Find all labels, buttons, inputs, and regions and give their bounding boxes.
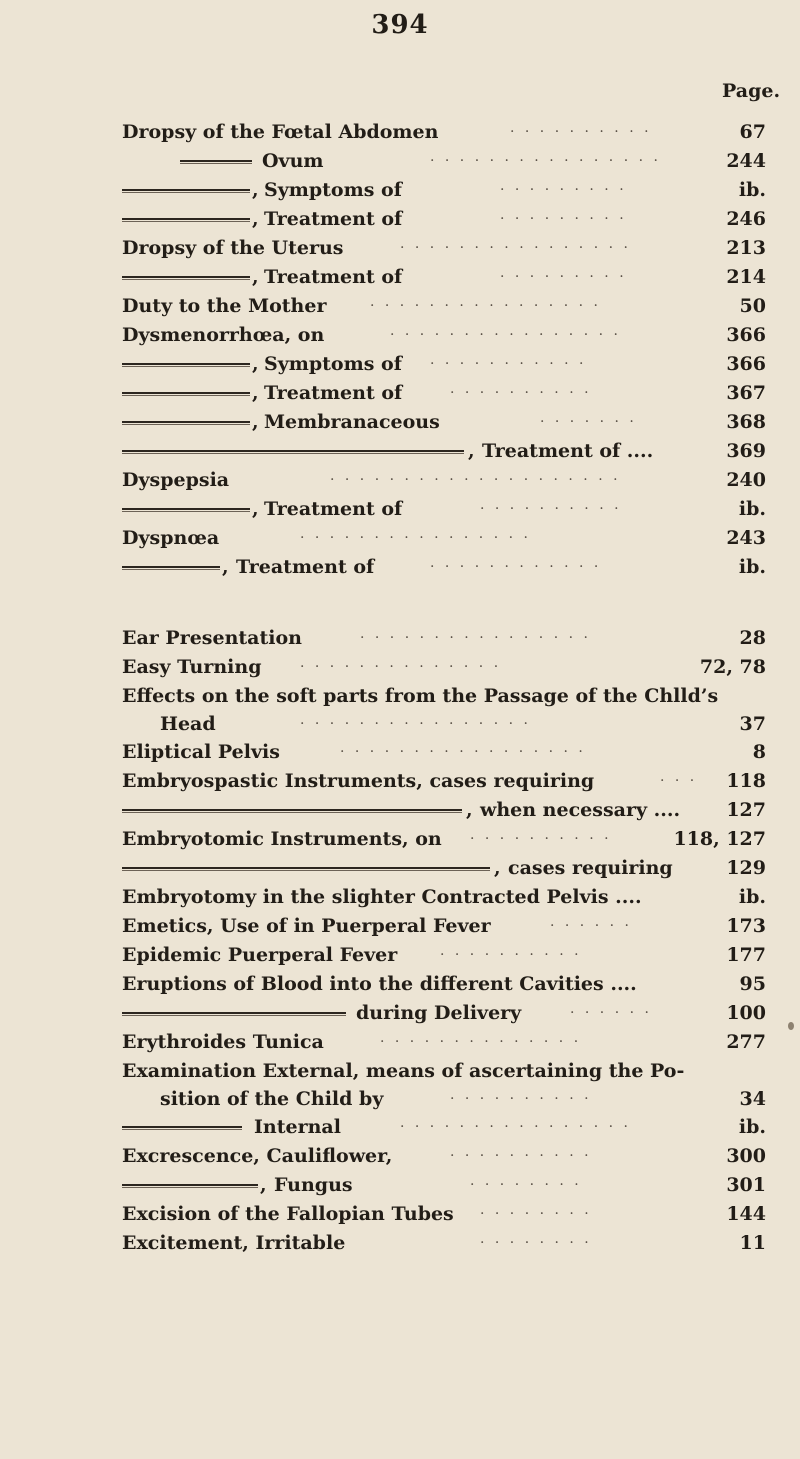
entry-label: sition of the Child by <box>160 1088 384 1110</box>
entry-label: Duty to the Mother <box>122 295 327 317</box>
index-entry <box>0 883 800 912</box>
entry-label: Symptoms of <box>264 179 402 201</box>
entry-label: Dyspnœa <box>122 527 220 549</box>
ditto-rule <box>122 218 250 222</box>
ditto-rule <box>122 809 462 813</box>
ditto-rule <box>122 421 250 425</box>
entry-label: Ovum <box>262 150 324 172</box>
entry-label: when necessary .... <box>480 799 681 821</box>
entry-pages: 50 <box>739 295 766 317</box>
ditto-rule <box>122 508 250 512</box>
entry-pages: 118 <box>726 770 766 792</box>
entry-label: Embryotomic Instruments, on <box>122 828 442 850</box>
entry-pages: 214 <box>726 266 766 288</box>
index-entry <box>0 682 800 711</box>
index-entry: Erythroides Tunica · · · · · · · · · · · · · · 277 <box>0 1028 800 1057</box>
entry-pages: ib. <box>738 1116 766 1138</box>
index-entry: , Treatment of · · · · · · · · · 246 <box>0 205 800 234</box>
index-entry: , cases requiring 129 <box>0 854 800 883</box>
index-entry: Dropsy of the Fœtal Abdomen · · · · · · · · · · 67 <box>0 118 800 147</box>
entry-pages: 177 <box>726 944 766 966</box>
entry-label: Dropsy of the Fœtal Abdomen <box>122 121 439 143</box>
entry-label: Dysmenorrhœa, on <box>122 324 325 346</box>
section-gap <box>0 582 800 624</box>
entry-pages: ib. <box>738 556 766 578</box>
index-entry: , when necessary .... 127 <box>0 796 800 825</box>
entry-label: Embryotomy in the slighter Contracted Pelvis .... <box>122 886 642 908</box>
index-entry: , Fungus · · · · · · · · 301 <box>0 1171 800 1200</box>
entry-pages: 127 <box>726 799 766 821</box>
index-entry: Dyspepsia · · · · · · · · · · · · · · · · · · · · 240 <box>0 466 800 495</box>
entry-pages: 95 <box>739 973 766 995</box>
entry-label: Eruptions of Blood into the different Cavities .... <box>122 973 637 995</box>
index-entry: , Treatment of .... 369 <box>0 437 800 466</box>
entry-label: Effects on the soft parts from the Passage of the Chlld’s <box>122 685 719 707</box>
entry-pages: ib. <box>738 179 766 201</box>
entry-pages: 366 <box>726 324 766 346</box>
index-entry: Head · · · · · · · · · · · · · · · · 37 <box>0 711 800 738</box>
entry-label: Fungus <box>274 1174 353 1196</box>
index-entry: , Membranaceous · · · · · · · 368 <box>0 408 800 437</box>
index-entry: Internal · · · · · · · · · · · · · · · · ib. <box>0 1113 800 1142</box>
entry-label: Epidemic Puerperal Fever <box>122 944 398 966</box>
index-entry: , Treatment of · · · · · · · · · · ib. <box>0 495 800 524</box>
index-entry: , Symptoms of · · · · · · · · · · · 366 <box>0 350 800 379</box>
entry-label: Examination External, means of ascertaining the Po- <box>122 1060 685 1082</box>
entry-label: Ear Presentation <box>122 627 302 649</box>
index-entry: Excrescence, Cauliflower, · · · · · · · · · · 300 <box>0 1142 800 1171</box>
entry-pages: 243 <box>726 527 766 549</box>
entry-label: during Delivery <box>356 1002 522 1024</box>
entry-pages: 244 <box>726 150 766 172</box>
entry-label: Treatment of <box>264 382 403 404</box>
entry-pages: 8 <box>752 741 766 763</box>
entry-label: Dyspepsia <box>122 469 230 491</box>
entry-label: Erythroides Tunica <box>122 1031 324 1053</box>
entry-pages: 367 <box>726 382 766 404</box>
entry-pages: 11 <box>739 1232 766 1254</box>
entry-pages: 37 <box>739 713 766 735</box>
entry-label: Embryospastic Instruments, cases requiring <box>122 770 595 792</box>
entry-label: cases requiring <box>508 857 673 879</box>
index-entry <box>0 1057 800 1086</box>
entry-label: Treatment of <box>264 266 403 288</box>
entry-label: Membranaceous <box>264 411 440 433</box>
page-column-heading: Page. <box>722 80 781 102</box>
index-entry: Eliptical Pelvis · · · · · · · · · · · · · · · · · 8 <box>0 738 800 767</box>
index-entry: Emetics, Use of in Puerperal Fever · · · · · · 173 <box>0 912 800 941</box>
entry-label: Eliptical Pelvis <box>122 741 280 763</box>
ditto-rule <box>122 276 250 280</box>
entry-pages: 213 <box>726 237 766 259</box>
entry-pages: 34 <box>739 1088 766 1110</box>
paper-stain <box>788 1022 794 1030</box>
entry-pages: ib. <box>738 886 766 908</box>
index-entry: Duty to the Mother · · · · · · · · · · · · · · · · 50 <box>0 292 800 321</box>
ditto-rule <box>122 1012 346 1016</box>
entry-label: Treatment of <box>264 498 403 520</box>
entry-pages: 144 <box>726 1203 766 1225</box>
entry-pages: ib. <box>738 498 766 520</box>
ditto-rule <box>180 160 252 164</box>
entry-pages: 240 <box>726 469 766 491</box>
entry-label: Treatment of <box>236 556 375 578</box>
entry-pages: 300 <box>726 1145 766 1167</box>
entry-pages: 173 <box>726 915 766 937</box>
entry-label: Treatment of .... <box>482 440 654 462</box>
index-entry: , Treatment of · · · · · · · · · · · · ib. <box>0 553 800 582</box>
page-number: 394 <box>371 10 429 40</box>
entry-pages: 369 <box>726 440 766 462</box>
entry-pages: 100 <box>726 1002 766 1024</box>
index-entry: Ear Presentation · · · · · · · · · · · · · · · · 28 <box>0 624 800 653</box>
index-entry: , Symptoms of · · · · · · · · · ib. <box>0 176 800 205</box>
entry-pages: 67 <box>739 121 766 143</box>
index-entry: Easy Turning · · · · · · · · · · · · · · 72, 78 <box>0 653 800 682</box>
index-entry: Dyspnœa · · · · · · · · · · · · · · · · 243 <box>0 524 800 553</box>
ditto-rule <box>122 189 250 193</box>
entry-pages: 118, 127 <box>673 828 766 850</box>
entry-label: Excrescence, Cauliflower, <box>122 1145 393 1167</box>
entry-pages: 301 <box>726 1174 766 1196</box>
index-entry: Ovum · · · · · · · · · · · · · · · · 244 <box>0 147 800 176</box>
index-entry <box>0 970 800 999</box>
entry-label: Excitement, Irritable <box>122 1232 346 1254</box>
entry-label: Internal <box>254 1116 341 1138</box>
entry-label: Excision of the Fallopian Tubes <box>122 1203 454 1225</box>
index-entry: Epidemic Puerperal Fever · · · · · · · · · · 177 <box>0 941 800 970</box>
ditto-rule <box>122 392 250 396</box>
index-entry: Embryotomic Instruments, on · · · · · · · · · · 118, 127 <box>0 825 800 854</box>
entry-pages: 28 <box>739 627 766 649</box>
index-entry: , Treatment of · · · · · · · · · 214 <box>0 263 800 292</box>
ditto-rule <box>122 1126 242 1130</box>
entry-label: Emetics, Use of in Puerperal Fever <box>122 915 491 937</box>
entry-label: Easy Turning <box>122 656 262 678</box>
index-entry: Embryospastic Instruments, cases requiring · · · 118 <box>0 767 800 796</box>
index-entry: , Treatment of · · · · · · · · · · 367 <box>0 379 800 408</box>
entry-pages: 368 <box>726 411 766 433</box>
index-entry: Excitement, Irritable · · · · · · · · 11 <box>0 1229 800 1258</box>
index-entry: Dysmenorrhœa, on · · · · · · · · · · · · · · · · 366 <box>0 321 800 350</box>
index-entry: Dropsy of the Uterus · · · · · · · · · · · · · · · · 213 <box>0 234 800 263</box>
ditto-rule <box>122 1184 258 1188</box>
entry-pages: 277 <box>726 1031 766 1053</box>
entry-label: Treatment of <box>264 208 403 230</box>
entry-pages: 246 <box>726 208 766 230</box>
index-entry: during Delivery · · · · · · 100 <box>0 999 800 1028</box>
entry-label: Dropsy of the Uterus <box>122 237 344 259</box>
entry-pages: 72, 78 <box>699 656 766 678</box>
entry-label: Symptoms of <box>264 353 402 375</box>
entry-pages: 366 <box>726 353 766 375</box>
index-list <box>0 118 800 1258</box>
entry-label: Head <box>160 713 216 735</box>
ditto-rule <box>122 566 220 570</box>
ditto-rule <box>122 363 250 367</box>
entry-pages: 129 <box>726 857 766 879</box>
index-entry: Excision of the Fallopian Tubes · · · · · · · · 144 <box>0 1200 800 1229</box>
ditto-rule <box>122 867 490 871</box>
ditto-rule <box>122 450 464 454</box>
index-entry: sition of the Child by · · · · · · · · · · 34 <box>0 1086 800 1113</box>
